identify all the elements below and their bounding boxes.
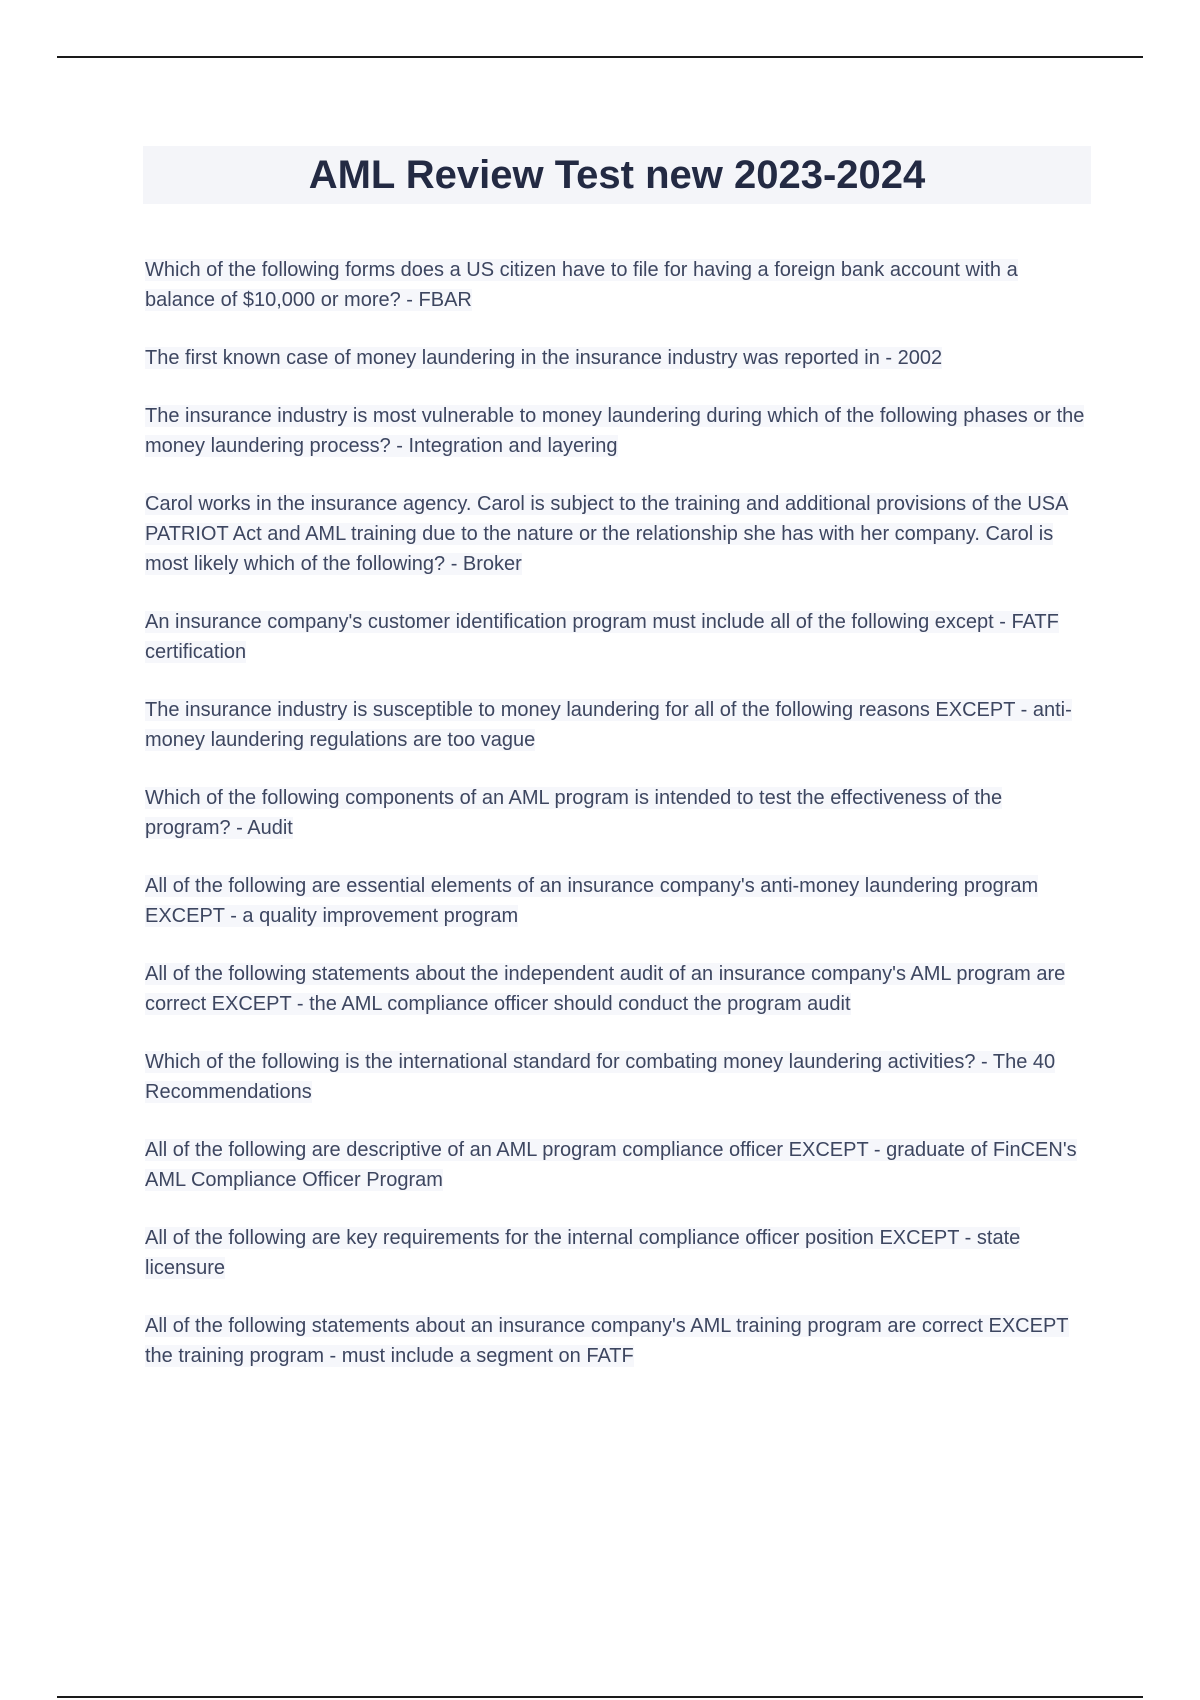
bottom-rule — [57, 1696, 1143, 1698]
question-item-5 — [145, 607, 1091, 667]
question-item-2 — [145, 343, 1091, 373]
question-item-11 — [145, 1135, 1091, 1195]
question-text: The first known case of money laundering in the insurance industry was reported in - 2002 — [145, 347, 943, 369]
question-text: Carol works in the insurance agency. Carol is subject to the training and additional provisions of the USA PATRIOT Act and AML training due to the nature or the relationship she has with her company. Carol is most likely which of the following? - Broker — [145, 493, 1069, 575]
question-text: All of the following are essential elements of an insurance company's anti-money laundering program EXCEPT - a quality improvement program — [145, 875, 1039, 927]
question-text: Which of the following forms does a US citizen have to file for having a foreign bank account with a balance of $10,000 or more? - FBAR — [145, 259, 1018, 311]
question-item-7 — [145, 783, 1091, 843]
question-item-8 — [145, 871, 1091, 931]
question-text: All of the following statements about an insurance company's AML training program are correct EXCEPT the training program - must include a segment on FATF — [145, 1315, 1069, 1367]
question-item-10 — [145, 1047, 1091, 1107]
question-text: Which of the following components of an AML program is intended to test the effectiveness of the program? - Audit — [145, 787, 1003, 839]
question-item-3 — [145, 401, 1091, 461]
question-text: Which of the following is the international standard for combating money laundering activities? - The 40 Recommendations — [145, 1051, 1056, 1103]
title-band — [143, 146, 1091, 204]
question-list — [145, 255, 1091, 1399]
question-item-12 — [145, 1223, 1091, 1283]
question-text: All of the following statements about the independent audit of an insurance company's AML program are correct EXCEPT - the AML compliance officer should conduct the program audit — [145, 963, 1066, 1015]
question-item-6 — [145, 695, 1091, 755]
question-text: All of the following are key requirements for the internal compliance officer position EXCEPT - state licensure — [145, 1227, 1021, 1279]
top-rule — [57, 56, 1143, 58]
question-text: All of the following are descriptive of an AML program compliance officer EXCEPT - graduate of FinCEN's AML Compliance Officer Program — [145, 1139, 1077, 1191]
document-title: AML Review Test new 2023-2024 — [308, 152, 926, 197]
question-item-9 — [145, 959, 1091, 1019]
question-text: An insurance company's customer identification program must include all of the following except - FATF certification — [145, 611, 1059, 663]
question-text: The insurance industry is most vulnerable to money laundering during which of the following phases or the money laundering process? - Integration and layering — [145, 405, 1085, 457]
question-item-1 — [145, 255, 1091, 315]
question-item-4 — [145, 489, 1091, 579]
question-text: The insurance industry is susceptible to money laundering for all of the following reasons EXCEPT - anti-money laundering regulations are too vague — [145, 699, 1072, 751]
question-item-13 — [145, 1311, 1091, 1371]
